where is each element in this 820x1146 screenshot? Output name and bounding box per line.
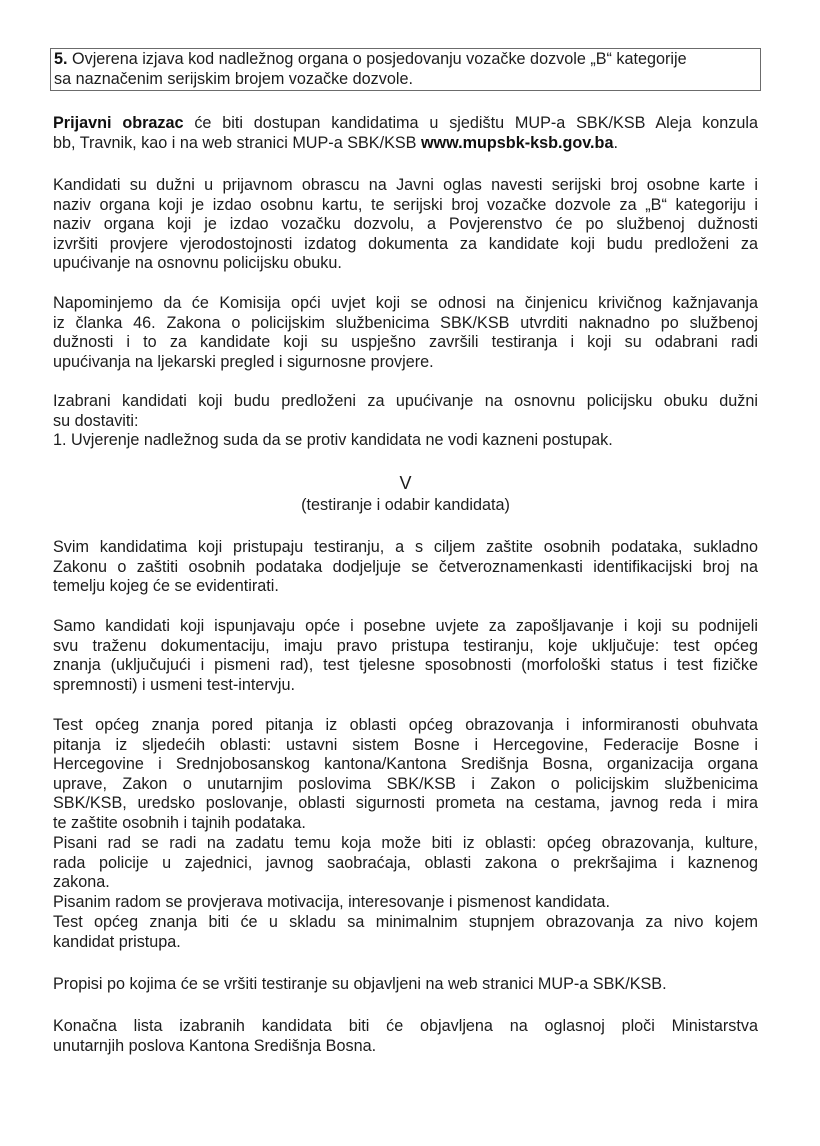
paragraph-test-nivo [53, 913, 758, 952]
paragraph-line: Prijavni obrazac će biti dostupan kandidatima u sjedištu MUP-a SBK/KSB Aleja konzula [53, 114, 758, 132]
paragraph-line: te zaštite osobnih i tajnih podataka. [53, 813, 306, 832]
paragraph-kandidati-duzni [53, 176, 758, 274]
paragraph-line: pitanja iz sljedećih oblasti: ustavni sistem Bosne i Hercegovine, Federacije Bosne i [53, 735, 758, 754]
paragraph-line: unutarnjih poslova Kantona Središnja Bosna. [53, 1036, 377, 1055]
paragraph-line: uprave, Zakon o unutarnjim poslovima SBK/KSB i Zakon o policijskim službenicima [53, 774, 758, 793]
paragraph-line: Kandidati su dužni u prijavnom obrascu na Javni oglas navesti serijski broj osobne karte i [53, 176, 758, 194]
paragraph-line: Izabrani kandidati koji budu predloženi za upućivanje na osnovnu policijsku obuku dužni [53, 392, 758, 410]
paragraph-line: upućivanje na osnovnu policijsku obuku. [53, 254, 342, 273]
paragraph-konacna-lista [53, 1017, 758, 1056]
paragraph-line: kandidat pristupa. [53, 932, 181, 951]
paragraph-line: Samo kandidati koji ispunjavaju opće i posebne uvjete za zapošljavanje i koji su podnijeli [53, 617, 758, 635]
paragraph-prijavni-obrazac [53, 114, 758, 153]
paragraph-line: dužnosti i to za kandidate koji su uspješno završili testiranja i koji su odabrani radi [53, 333, 758, 352]
paragraph-line: rada policije u zajednici, javnog saobraćaja, oblasti zakona o prekršajima i kaznenog [53, 853, 758, 872]
paragraph-line: Napominjemo da će Komisija opći uvjet koji se odnosi na činjenicu krivičnog kažnjavanja [53, 294, 758, 312]
paragraph-line: Pisanim radom se provjerava motivacija, interesovanje i pismenost kandidata. [53, 893, 610, 911]
paragraph-test-opceg-znanja [53, 716, 758, 834]
paragraph-line: izvršiti provjere vjerodostojnosti izdatog dokumenta za kandidate koji budu predloženi za [53, 234, 758, 253]
paragraph-line: Pisani rad se radi na zadatu temu koja može biti iz oblasti: općeg obrazovanja, kulture, [53, 834, 758, 852]
item-5-number: 5. [54, 50, 68, 68]
item-5-line-1: 5. Ovjerena izjava kod nadležnog organa o posjedovanju vozačke dozvole „B“ kategorije [54, 50, 687, 68]
paragraph-line: bb, Travnik, kao i na web stranici MUP-a SBK/KSB www.mupsbk-ksb.gov.ba. [53, 133, 618, 152]
paragraph-pisani-rad [53, 834, 758, 893]
paragraph-line: Svim kandidatima koji pristupaju testiranju, a s ciljem zaštite osobnih podataka, sukladno [53, 538, 758, 556]
paragraph-line: su dostaviti: [53, 411, 139, 430]
paragraph-line: Konačna lista izabranih kandidata biti će objavljena na oglasnoj ploči Ministarstva [53, 1017, 758, 1035]
paragraph-line: upućivanja na ljekarski pregled i sigurnosne provjere. [53, 352, 434, 371]
paragraph-line: spremnosti) i usmeni test-intervju. [53, 675, 295, 694]
prijavni-obrazac-lead: Prijavni obrazac [53, 114, 184, 132]
paragraph-line: temelju kojeg će se evidentirati. [53, 577, 279, 596]
paragraph-line: iz članka 46. Zakona o policijskim službenicima SBK/KSB utvrditi naknadno po službenoj [53, 313, 758, 332]
paragraph-line: svu traženu dokumentaciju, imaju pravo pristupa testiranju, koje uključuje: test općeg [53, 636, 758, 655]
paragraph-line: SBK/KSB, uredsko poslovanje, oblasti sigurnosti prometa na cestama, javnog reda i mira [53, 794, 758, 813]
paragraph-line: Propisi po kojima će se vršiti testiranje su objavljeni na web stranici MUP-a SBK/KSB. [53, 975, 667, 993]
section-numeral: V [399, 473, 412, 493]
paragraph-line: Hercegovine i Srednjobosanskog kantona/Kantona Središnja Bosna, organizacija organa [53, 755, 758, 774]
paragraph-line: Test općeg znanja pored pitanja iz oblasti općeg obrazovanja i informiranosti obuhvata [53, 716, 758, 734]
paragraph-pisanim-radom [53, 893, 758, 913]
item-5-line-2: sa naznačenim serijskim brojem vozačke dozvole. [54, 69, 413, 88]
paragraph-line: zakona. [53, 873, 110, 892]
paragraph-izabrani-kandidati [53, 392, 758, 451]
paragraph-line: naziv organa koji je izdao vozačku dozvolu, a Povjerenstvo će po službenoj dužnosti [53, 215, 758, 234]
section-subtitle: (testiranje i odabir kandidata) [301, 496, 510, 514]
paragraph-line: Zakonu o zaštiti osobnih podataka dodjeljuje se četveroznamenkasti identifikacijski broj na [53, 557, 758, 576]
paragraph-line: znanja (uključujući i pismeni rad), test tjelesne sposobnosti (morfološki status i test fizičke [53, 656, 758, 675]
paragraph-svim-kandidatima [53, 538, 758, 597]
paragraph-line: naziv organa koji je izdao osobnu kartu, te serijski broj vozačke dozvole za „B“ kategoriju i [53, 195, 758, 214]
paragraph-line: Test općeg znanja biti će u skladu sa minimalnim stupnjem obrazovanja za nivo kojem [53, 913, 758, 931]
paragraph-samo-kandidati [53, 617, 758, 695]
paragraph-napominjemo [53, 294, 758, 372]
list-item-1: 1. Uvjerenje nadležnog suda da se protiv kandidata ne vodi kazneni postupak. [53, 431, 613, 450]
website-link[interactable]: www.mupsbk-ksb.gov.ba [420, 133, 614, 152]
paragraph-propisi [53, 975, 758, 995]
item-5-box [50, 48, 761, 91]
